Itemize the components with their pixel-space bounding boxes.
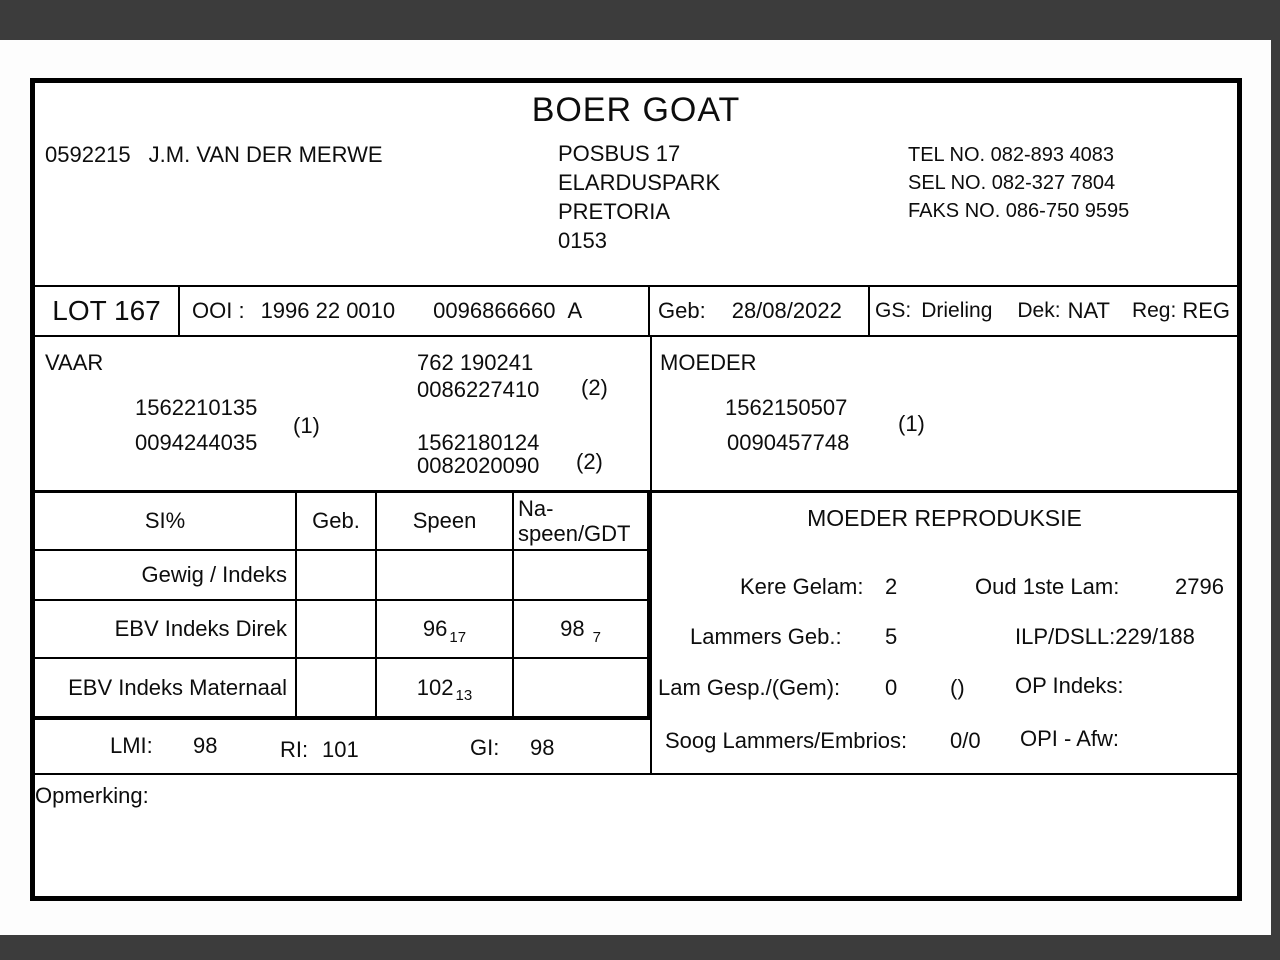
opmerking-section (35, 775, 1237, 896)
col-header-geb: Geb. (297, 493, 377, 551)
direk-speen-sub: 17 (449, 628, 467, 646)
ooi-label: OOI : (192, 298, 245, 323)
gewig-geb-cell (297, 551, 377, 601)
opmerking-label: Opmerking: (35, 783, 149, 808)
ooi-number: 1996 22 0010 (260, 298, 396, 323)
geb-cell (650, 287, 870, 335)
oud-1ste-lam-label: Oud 1ste Lam: (975, 574, 1120, 599)
geb-date: 28/08/2022 (731, 298, 842, 323)
sire-number-2: 0094244035 (135, 430, 258, 455)
direk-naspeen-sub: 7 (592, 628, 601, 646)
address-line: PRETORIA (558, 199, 671, 224)
op-indeks-label: OP Indeks: (1015, 673, 1124, 698)
oud-1ste-lam-value: 2796 (1175, 574, 1224, 599)
reg-value: REG (1182, 298, 1230, 323)
sire-number-1: 1562210135 (135, 395, 258, 420)
faks-line: FAKS NO. 086-750 9595 (908, 200, 1130, 222)
lmi-value: 98 (193, 733, 218, 758)
si-panel (35, 493, 652, 773)
pedigree-section (35, 337, 1237, 493)
member-number: 0592215 (45, 142, 131, 167)
dam-number-2: 0090457748 (727, 430, 850, 455)
col-header-si: SI% (35, 493, 297, 551)
address-line: POSBUS 17 (558, 141, 681, 166)
grandsire-number-2: 0086227410 (417, 377, 540, 402)
grandsire-number-1: 762 190241 (417, 350, 534, 375)
si-table (35, 493, 650, 720)
tel-line: TEL NO. 082-893 4083 (908, 144, 1115, 166)
lammers-geb-value: 5 (885, 624, 898, 649)
ooi-reg-number: 0096866660 (433, 298, 556, 323)
page-title: BOER GOAT (531, 91, 741, 129)
owner-line (45, 142, 383, 168)
indices-row (35, 720, 650, 773)
ri-value: 101 (322, 737, 359, 762)
sel-line: SEL NO. 082-327 7804 (908, 172, 1116, 194)
gs-dek-reg-cell (870, 287, 1237, 335)
granddam-note: (2) (576, 449, 603, 474)
gi-value: 98 (530, 735, 555, 760)
scanned-page (0, 40, 1271, 935)
maternaal-speen-sub: 13 (455, 687, 473, 704)
geb-label: Geb: (658, 298, 706, 323)
ilp-dsll-value: 229/188 (1115, 624, 1195, 649)
middle-section (35, 493, 1237, 775)
direk-speen-cell (377, 601, 514, 659)
kere-gelam-label: Kere Gelam: (740, 574, 864, 599)
lot-row (35, 287, 1237, 337)
maternaal-speen-value: 102 (416, 674, 454, 700)
row-label-ebv-maternaal: EBV Indeks Maternaal (35, 659, 297, 716)
goat-record-card (30, 78, 1242, 901)
direk-speen-value: 96 (422, 616, 448, 641)
dek-value: NAT (1067, 298, 1110, 323)
kere-gelam-value: 2 (885, 574, 898, 599)
direk-geb-cell (297, 601, 377, 659)
soog-label: Soog Lammers/Embrios: (665, 728, 908, 753)
maternaal-naspeen-cell (514, 659, 647, 716)
dam-note: (1) (898, 411, 925, 436)
lam-gesp-value: 0 (885, 675, 898, 700)
lot-number: LOT 167 (35, 287, 180, 335)
ooi-cell (180, 287, 650, 335)
dam-number-1: 1562150507 (725, 395, 848, 420)
moeder-panel (652, 337, 1237, 490)
ilp-dsll-label: ILP/DSLL: (1015, 624, 1116, 649)
direk-naspeen-value: 98 (560, 616, 585, 641)
lam-gesp-label: Lam Gesp./(Gem): (658, 675, 841, 700)
owner-name: J.M. VAN DER MERWE (148, 142, 383, 167)
granddam-number-2: 0082020090 (417, 453, 540, 478)
reproduksie-title: MOEDER REPRODUKSIE (807, 505, 1082, 531)
row-label-gewig: Gewig / Indeks (35, 551, 297, 601)
dek-label: Dek: (1017, 299, 1061, 322)
ri-label: RI: (280, 737, 309, 762)
opi-afw-label: OPI - Afw: (1020, 726, 1120, 751)
lmi-label: LMI: (110, 733, 153, 758)
gewig-speen-cell (377, 551, 514, 601)
reg-label: Reg: (1131, 299, 1177, 322)
grandsire-note: (2) (581, 375, 608, 400)
ooi-suffix: A (567, 298, 583, 323)
soog-value: 0/0 (950, 728, 981, 753)
lam-gesp-paren: () (950, 675, 965, 700)
lammers-geb-label: Lammers Geb.: (690, 624, 842, 649)
address-line: 0153 (558, 228, 607, 253)
row-label-ebv-direk: EBV Indeks Direk (35, 601, 297, 659)
contact-block (908, 141, 1129, 225)
gs-value: Drieling (921, 299, 993, 322)
sire-note: (1) (293, 413, 320, 438)
granddam-number-1: 1562180124 (417, 430, 540, 455)
address-block (558, 139, 720, 255)
address-line: ELARDUSPARK (558, 170, 721, 195)
col-header-naspeen: Na-speen/GDT (514, 493, 647, 551)
col-header-speen: Speen (377, 493, 514, 551)
reproduksie-panel (652, 493, 1237, 773)
maternaal-speen-cell (377, 659, 514, 716)
gewig-naspeen-cell (514, 551, 647, 601)
vaar-panel (35, 337, 652, 490)
maternaal-geb-cell (297, 659, 377, 716)
gs-label: GS: (875, 299, 912, 322)
ilp-dsll-pair (1015, 624, 1195, 650)
vaar-label: VAAR (45, 350, 104, 375)
direk-naspeen-cell (514, 601, 647, 659)
header-section (35, 83, 1237, 287)
moeder-label: MOEDER (660, 350, 757, 375)
gi-label: GI: (470, 735, 500, 760)
